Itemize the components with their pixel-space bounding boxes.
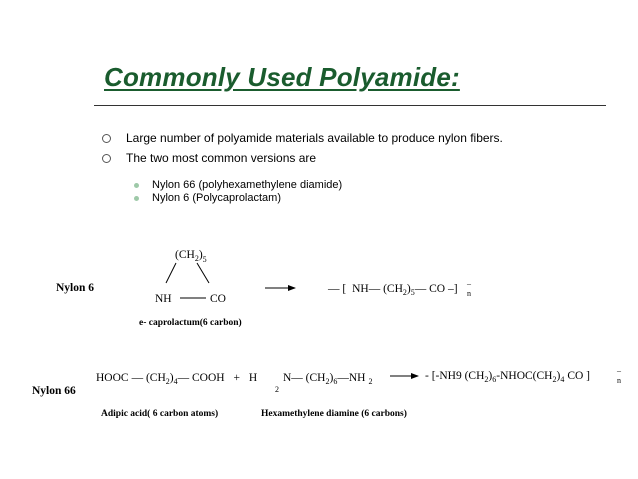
adipic-caption: Adipic acid( 6 carbon atoms): [101, 409, 219, 419]
ring-ch-open: (CH: [175, 249, 195, 261]
h-sub: 2: [275, 385, 279, 394]
nylon66-product: - [-NH9 (CH: [425, 370, 485, 382]
nylon66-dash: –: [617, 366, 621, 375]
svg-text:(CH2)5: $(CH_2)_5$: [175, 249, 207, 264]
nylon66-label: Nylon 66: [32, 385, 76, 397]
nylon6-n: n: [467, 289, 471, 298]
sub-bullet-1-text: Nylon 66 (polyhexamethylene diamide): [152, 179, 343, 191]
ring-co: CO: [210, 293, 226, 305]
svg-text:HOOC— (CH2)4— COOH + H: HOOC — $(CH_2)_4—$ COOH + H: [96, 372, 258, 386]
diamine-chain: N— (CH: [283, 372, 326, 384]
nylon6-dash: –: [467, 279, 471, 288]
caprolactam-caption: e- caprolactum(6 carbon): [139, 318, 242, 328]
svg-text:- [-NH9 (CH2)6-NHOC(CH2)4CO ]: - [-NH9 $(CH_2)_6-NHOC(CH_2)_4$ CO ]: [425, 370, 591, 384]
slide-title: Commonly Used Polyamide:: [104, 62, 460, 92]
diamine-caption: Hexamethylene diamine (6 carbons): [261, 409, 407, 419]
bullet-1-text: Large number of polyamide materials available to produce nylon fibers.: [126, 131, 503, 145]
svg-text:— [ NH— (CH2)5— CO –]: — [ NH— $(CH_2)_5—$ CO –]: [328, 283, 458, 297]
nylon6-label: Nylon 6: [56, 282, 95, 294]
nylon6-product-open: — [: [328, 283, 347, 295]
bullet-2-text: The two most common versions are: [126, 151, 317, 165]
sub-bullet-2-text: Nylon 6 (Polycaprolactam): [152, 192, 281, 204]
ring-nh: NH: [155, 293, 172, 305]
svg-text:N— (CH2)6—NH2: N— $(CH_2)_6—NH$ $_2$: [283, 372, 373, 386]
ring-bond-right: [197, 263, 209, 283]
hooc: HOOC: [96, 372, 129, 384]
ring-bond-left: [166, 263, 176, 283]
nylon66-n: n: [617, 376, 621, 385]
